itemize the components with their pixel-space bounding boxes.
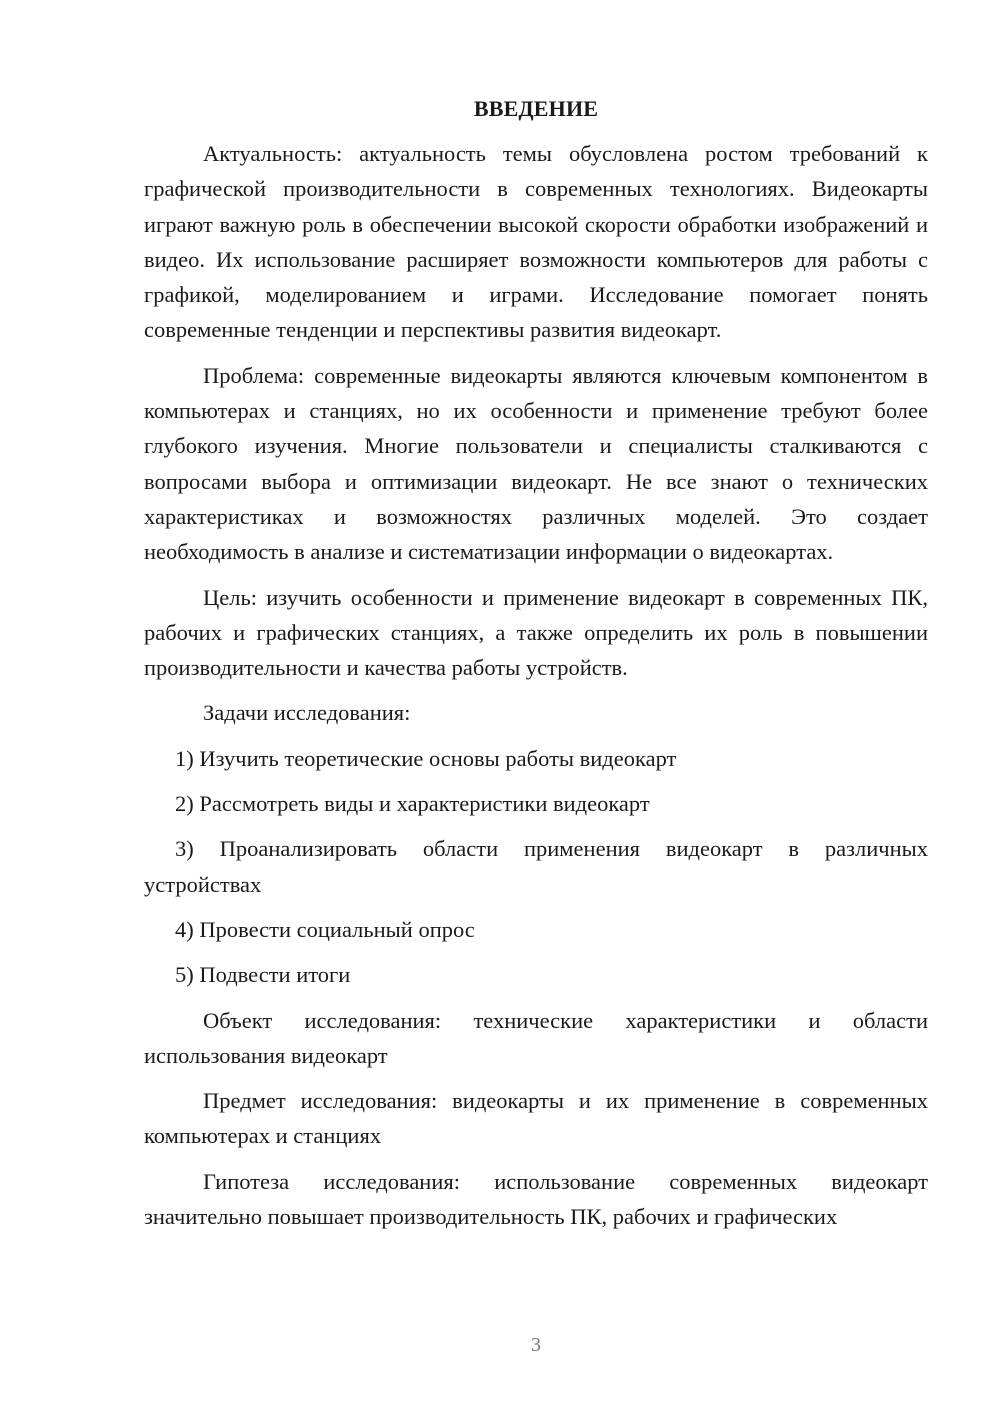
page-content <box>144 92 928 1244</box>
tasks-label: Задачи исследования: <box>203 700 411 726</box>
list-item: 3) Проанализировать области применения видеокарт в различных устройствах <box>144 836 928 897</box>
list-item: 2) Рассмотреть виды и характеристики видеокарт <box>175 791 650 817</box>
tasks-list <box>144 741 928 993</box>
list-item: 1) Изучить теоретические основы работы видеокарт <box>175 745 677 771</box>
list-item: 4) Провести социальный опрос <box>175 916 475 942</box>
paragraph-problem: Проблема: современные видеокарты являются ключевым компонентом в компьютерах и станциях, но их особенности и применение требуют более глубокого изучения. Многие пользователи и специалисты сталкиваются с вопросами выбора и оптимизации видеокарт. Не все знают о технических характеристиках и возможностях различных моделей. Это создает необходимость в анализе и систематизации информации о видеокартах. <box>144 362 928 565</box>
section-heading: ВВЕДЕНИЕ <box>473 96 599 121</box>
paragraph-goal: Цель: изучить особенности и применение видеокарт в современных ПК, рабочих и графических станциях, а также определить их роль в повышении производительности и качества работы устройств. <box>144 584 928 681</box>
paragraph-hypothesis: Гипотеза исследования: использование современных видеокарт значительно повышает производительность ПК, рабочих и графических <box>144 1168 928 1230</box>
page-number: 3 <box>531 1334 541 1356</box>
paragraph-object: Объект исследования: технические характеристики и области использования видеокарт <box>144 1007 928 1068</box>
paragraph-relevance: Актуальность: актуальность темы обусловлена ростом требований к графической производительности в современных технологиях. Видеокарты играют важную роль в обеспечении высокой скорости обработки изображений и видео. Их использование расширяет возможности компьютеров для работы с графикой, моделированием и играми. Исследование помогает понять современные тенденции и перспективы развития видеокарт. <box>144 141 928 343</box>
paragraph-subject: Предмет исследования: видеокарты и их применение в современных компьютерах и станциях <box>144 1088 928 1149</box>
list-item: 5) Подвести итоги <box>175 962 351 988</box>
